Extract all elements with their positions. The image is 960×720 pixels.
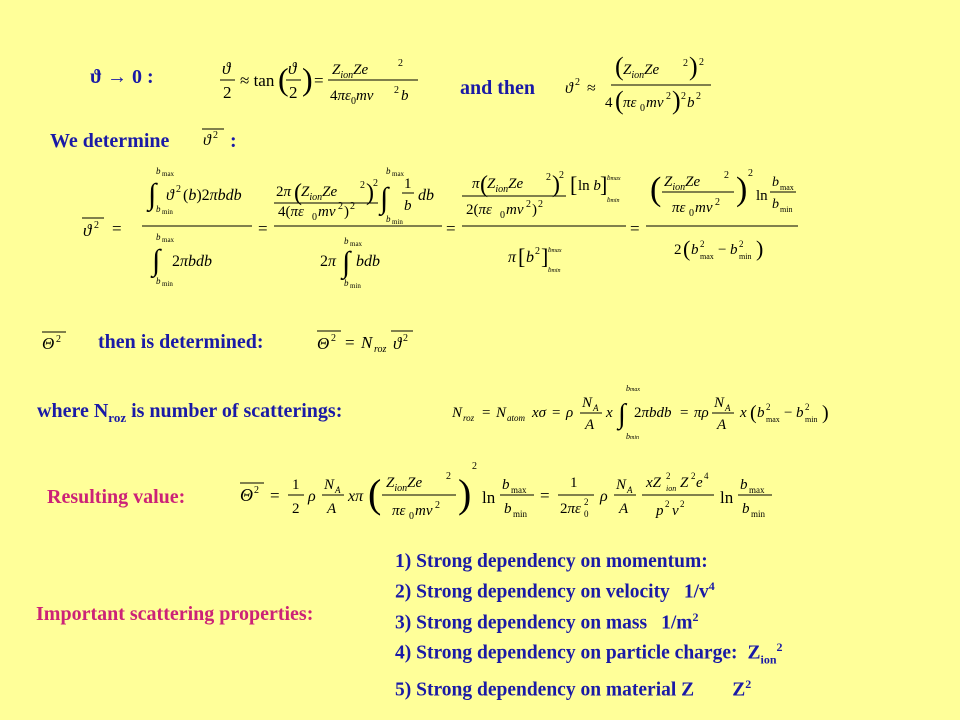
property-item-2	[395, 574, 783, 605]
svg-text:πε: πε	[392, 503, 406, 519]
svg-text:2: 2	[213, 130, 218, 141]
svg-text:e: e	[696, 475, 703, 491]
svg-text:2: 2	[559, 170, 564, 181]
svg-text:2: 2	[526, 199, 531, 210]
svg-text:2: 2	[472, 461, 477, 472]
svg-text:2: 2	[665, 499, 670, 509]
svg-text:2: 2	[681, 91, 686, 102]
svg-text:v: v	[672, 503, 679, 519]
svg-text:]: ]	[600, 172, 608, 197]
svg-text:2: 2	[373, 178, 378, 189]
property-value: 1/v	[683, 581, 709, 603]
determine-label: We determine	[50, 130, 170, 152]
svg-text:): )	[736, 171, 748, 208]
property-value: Z	[747, 642, 761, 664]
svg-text:2: 2	[575, 77, 580, 88]
svg-text:N: N	[324, 477, 335, 493]
svg-text:bmax: bmax	[548, 246, 562, 254]
svg-text:=: =	[112, 219, 122, 238]
svg-text:π: π	[472, 176, 480, 192]
small-angle-formula	[218, 52, 423, 110]
svg-text:2: 2	[699, 57, 704, 68]
svg-text:4(πε: 4(πε	[278, 204, 304, 220]
svg-text:(: (	[750, 402, 757, 424]
svg-text:A: A	[593, 403, 599, 413]
resulting-value-label: Resulting value:	[47, 486, 186, 508]
svg-text:2: 2	[403, 333, 408, 344]
svg-text:=: =	[446, 219, 456, 238]
svg-text:max: max	[162, 170, 175, 178]
svg-text:max: max	[162, 236, 175, 244]
svg-text:b: b	[386, 166, 391, 176]
svg-text:min: min	[805, 415, 818, 424]
mean-theta-squared-formula	[80, 160, 800, 295]
svg-text:[: [	[570, 172, 578, 197]
svg-text:b: b	[502, 477, 510, 493]
svg-text:Θ: Θ	[240, 485, 253, 505]
svg-text:mv: mv	[415, 503, 433, 519]
svg-text:2πbdb: 2πbdb	[634, 405, 672, 421]
svg-text:2: 2	[538, 199, 543, 210]
svg-text:(: (	[615, 55, 624, 81]
svg-text:): )	[552, 172, 560, 198]
property-text: 1) Strong dependency on momentum:	[395, 551, 708, 572]
svg-text:A: A	[585, 417, 595, 433]
svg-text:roz: roz	[463, 413, 475, 423]
determine-colon: :	[230, 130, 237, 152]
svg-text:2: 2	[176, 184, 181, 195]
svg-text:∫: ∫	[380, 182, 389, 215]
property-text: 2) Strong dependency on velocity	[395, 581, 670, 603]
svg-text:ln: ln	[756, 188, 768, 204]
nroz-pre: where N	[37, 400, 109, 422]
svg-text:ϑ: ϑ	[166, 187, 174, 204]
svg-text:=: =	[270, 486, 280, 505]
property-sup: 2	[745, 677, 752, 692]
svg-text:xZ: xZ	[646, 475, 661, 491]
svg-text:2: 2	[398, 58, 403, 69]
svg-text:−: −	[718, 242, 727, 258]
svg-text:2: 2	[680, 499, 685, 509]
property-sup: 2	[692, 609, 699, 624]
svg-text:A: A	[725, 403, 731, 413]
svg-text:(b)2πbdb: (b)2πbdb	[183, 187, 242, 204]
svg-text:2π: 2π	[320, 253, 337, 270]
svg-text:b: b	[344, 278, 349, 288]
svg-text:): )	[756, 236, 764, 261]
svg-text:b: b	[740, 477, 748, 493]
svg-text:db: db	[418, 187, 434, 204]
property-value: Z	[732, 679, 746, 701]
svg-text:0: 0	[409, 511, 414, 522]
svg-text:ln b: ln b	[578, 178, 601, 194]
svg-text:[: [	[518, 244, 526, 269]
nroz-label	[37, 400, 342, 426]
svg-text:2: 2	[223, 83, 232, 102]
property-item-4	[395, 635, 783, 672]
svg-text:min: min	[392, 218, 403, 226]
svg-text:2: 2	[696, 91, 701, 102]
property-text: 3) Strong dependency on mass	[395, 612, 648, 633]
svg-text:2: 2	[338, 201, 343, 212]
svg-text:∫: ∫	[148, 178, 157, 211]
svg-text:2: 2	[748, 168, 753, 179]
svg-text:πρ: πρ	[694, 405, 709, 421]
svg-text:): )	[302, 61, 313, 97]
svg-text:=: =	[345, 333, 355, 352]
property-value: 1/m	[661, 612, 693, 633]
svg-text:4: 4	[605, 95, 613, 111]
svg-text:π: π	[508, 249, 517, 266]
svg-text:2: 2	[724, 170, 729, 181]
svg-text:atom: atom	[507, 413, 525, 423]
svg-text:x: x	[740, 405, 747, 421]
svg-text:mv: mv	[695, 200, 713, 216]
svg-text:bmin: bmin	[548, 266, 561, 274]
svg-text:max: max	[749, 485, 765, 495]
svg-text:2: 2	[535, 246, 540, 257]
svg-text:max: max	[700, 252, 714, 261]
theta-mean-symbol	[200, 125, 228, 149]
svg-text:2πbdb: 2πbdb	[172, 253, 213, 270]
svg-text:4πε0mv: $4\pi\varepsilon_0mv$	[330, 88, 374, 107]
svg-text:max: max	[511, 485, 527, 495]
svg-text:ZionZe: $Z_{ion}Ze$	[623, 62, 660, 81]
svg-text:2: 2	[289, 83, 298, 102]
property-sup: 4	[708, 579, 715, 593]
svg-text:2: 2	[394, 85, 399, 96]
svg-text:2: 2	[254, 485, 259, 496]
svg-text:A: A	[627, 485, 633, 495]
svg-text:=: =	[552, 405, 561, 421]
svg-text:2: 2	[700, 239, 705, 249]
svg-text:min: min	[739, 252, 752, 261]
svg-text:b: b	[504, 501, 512, 517]
svg-text:N: N	[452, 405, 463, 421]
svg-text:Θ: Θ	[317, 334, 330, 353]
svg-text:max: max	[780, 183, 794, 192]
properties-list	[395, 549, 783, 703]
svg-text:b: b	[156, 204, 161, 214]
svg-text:πε: πε	[672, 200, 686, 216]
svg-text:A: A	[619, 501, 629, 517]
svg-text:b: b	[691, 242, 699, 258]
svg-text:2: 2	[666, 91, 671, 102]
svg-text:bmax: bmax	[607, 174, 621, 182]
svg-text:∫: ∫	[342, 246, 351, 279]
svg-text:πε: πε	[623, 95, 637, 111]
svg-text:p: p	[656, 503, 664, 519]
svg-text:(: (	[278, 61, 289, 97]
svg-text:mv: mv	[646, 95, 664, 111]
svg-text:ZionZe: $Z_{ion}Ze$	[487, 176, 524, 195]
svg-text:): )	[822, 402, 829, 424]
svg-text:b: b	[687, 95, 695, 111]
svg-text:roz: roz	[374, 344, 387, 355]
svg-text:bmin: bmin	[626, 432, 639, 441]
svg-text:−: −	[784, 405, 793, 421]
svg-text:2πε: 2πε	[560, 501, 581, 517]
svg-text:mv: mv	[506, 202, 524, 218]
property-text: 4) Strong dependency on particle charge:	[395, 642, 738, 664]
svg-text:1: 1	[570, 475, 578, 491]
svg-text:b: b	[401, 88, 409, 104]
svg-text:=: =	[630, 219, 640, 238]
svg-text:max: max	[392, 170, 405, 178]
svg-text:b: b	[344, 236, 349, 246]
svg-text:(: (	[615, 86, 624, 115]
property-item-3	[395, 605, 783, 636]
svg-text:2: 2	[739, 239, 744, 249]
big-theta-mean-symbol	[40, 328, 72, 354]
svg-text:ZionZe: $Z_{ion}Ze$	[386, 475, 423, 494]
svg-text:b: b	[156, 166, 161, 176]
properties-label: Important scattering properties:	[36, 603, 314, 625]
svg-text:(: (	[294, 180, 302, 206]
svg-text:N: N	[714, 395, 725, 411]
svg-text:ZionZe: $Z_{ion}Ze$	[664, 174, 701, 193]
svg-text:≈ tan: ≈ tan	[240, 71, 275, 90]
nroz-formula	[452, 383, 852, 443]
property-sup: 2	[776, 640, 783, 654]
svg-text:b: b	[526, 249, 534, 266]
svg-text:min: min	[751, 509, 766, 519]
svg-text:b: b	[796, 405, 804, 421]
svg-text:2: 2	[331, 333, 336, 344]
svg-text:): )	[672, 86, 681, 115]
svg-text:ρ: ρ	[308, 488, 316, 505]
svg-text:A: A	[335, 485, 341, 495]
theta-limit-label: ϑ → 0 :	[90, 66, 154, 88]
svg-text:A: A	[717, 417, 727, 433]
svg-text:2: 2	[674, 242, 682, 258]
svg-text:b: b	[742, 501, 750, 517]
svg-text:): )	[689, 55, 698, 81]
svg-text:N: N	[361, 333, 373, 352]
svg-text:): )	[344, 204, 349, 220]
svg-text:(: (	[650, 171, 662, 208]
svg-text:=: =	[540, 486, 550, 505]
svg-text:2: 2	[350, 201, 355, 212]
svg-text:Θ: Θ	[42, 334, 55, 353]
svg-text:ZionZe: $Z_{ion}Ze$	[301, 184, 338, 203]
svg-text:xσ: xσ	[532, 405, 547, 421]
and-then-label: and then	[460, 77, 536, 99]
svg-text:=: =	[314, 71, 324, 90]
svg-text:xπ: xπ	[348, 488, 364, 505]
svg-text:(: (	[683, 236, 691, 261]
svg-text:max: max	[766, 415, 780, 424]
svg-text:2: 2	[435, 500, 440, 511]
svg-text:min: min	[513, 509, 528, 519]
svg-text:ln: ln	[720, 488, 734, 507]
svg-text:2: 2	[546, 172, 551, 183]
svg-text:min: min	[162, 208, 173, 216]
svg-text:A: A	[327, 501, 337, 517]
svg-text:0: 0	[689, 208, 694, 219]
theta-nroz-formula	[315, 325, 425, 357]
svg-text:2: 2	[715, 197, 720, 208]
svg-text:ϑ: ϑ	[83, 221, 92, 240]
svg-text:Z: Z	[680, 475, 689, 491]
svg-text:2: 2	[805, 402, 810, 412]
svg-text:2: 2	[292, 501, 300, 517]
svg-text:1: 1	[292, 477, 300, 493]
svg-text:min: min	[350, 282, 361, 290]
svg-text:2: 2	[360, 180, 365, 191]
property-item-1	[395, 549, 783, 574]
svg-text:): )	[458, 471, 472, 516]
svg-text:0: 0	[312, 212, 317, 223]
svg-text:ϑ: ϑ	[203, 132, 211, 149]
svg-text:2: 2	[584, 497, 589, 507]
svg-text:ϑ: ϑ	[565, 80, 573, 97]
svg-text:≈: ≈	[587, 80, 596, 97]
svg-text:N: N	[496, 405, 507, 421]
svg-text:ϑ: ϑ	[393, 334, 402, 353]
then-determined-label: then is determined:	[98, 331, 264, 353]
resulting-formula	[236, 455, 816, 530]
nroz-post: is number of scatterings:	[126, 400, 343, 422]
svg-text:ρ: ρ	[566, 405, 574, 421]
svg-text:N: N	[582, 395, 593, 411]
svg-text:ϑ: ϑ	[288, 59, 297, 78]
svg-text:bmin: bmin	[607, 196, 620, 204]
svg-text:b: b	[386, 214, 391, 224]
svg-text:x: x	[606, 405, 613, 421]
svg-text:b: b	[730, 242, 738, 258]
svg-text:bdb: bdb	[356, 253, 380, 270]
svg-text:mv: mv	[318, 204, 336, 220]
svg-text:2: 2	[446, 471, 451, 482]
svg-text:): )	[366, 180, 374, 206]
svg-text:b: b	[757, 405, 765, 421]
svg-text:ion: ion	[666, 484, 677, 493]
svg-text:b: b	[156, 232, 161, 242]
svg-text:max: max	[350, 240, 363, 248]
svg-text:]: ]	[541, 244, 549, 269]
svg-text:b: b	[772, 197, 779, 212]
svg-text:b: b	[772, 175, 779, 190]
svg-text:ρ: ρ	[600, 488, 608, 505]
svg-text:=: =	[258, 219, 268, 238]
svg-text:): )	[532, 202, 537, 218]
svg-text:=: =	[482, 405, 491, 421]
svg-text:ZionZe: $Z_{ion}Ze$	[332, 62, 369, 81]
svg-text:2: 2	[683, 58, 688, 69]
nroz-sub: roz	[108, 410, 127, 425]
svg-text:b: b	[404, 198, 412, 214]
property-text: 5) Strong dependency on material Z	[395, 679, 695, 701]
svg-text:=: =	[680, 405, 689, 421]
property-item-5	[395, 672, 783, 703]
svg-text:N: N	[616, 477, 627, 493]
svg-text:0: 0	[584, 509, 589, 519]
svg-text:2: 2	[691, 471, 696, 481]
svg-text:b: b	[156, 276, 161, 286]
theta-squared-approx	[565, 55, 715, 117]
svg-text:ϑ: ϑ	[222, 59, 231, 78]
svg-text:(: (	[368, 471, 382, 516]
svg-text:ln: ln	[482, 488, 496, 507]
svg-text:2(πε: 2(πε	[466, 202, 492, 218]
svg-text:bmax: bmax	[626, 384, 640, 393]
svg-text:min: min	[780, 205, 793, 214]
property-sub: ion	[760, 652, 777, 667]
svg-text:0: 0	[500, 210, 505, 221]
svg-text:(: (	[480, 172, 488, 198]
svg-text:1: 1	[404, 176, 412, 192]
svg-text:2: 2	[94, 220, 99, 231]
svg-text:2: 2	[766, 402, 771, 412]
svg-text:2π: 2π	[276, 184, 292, 200]
svg-text:2: 2	[666, 471, 671, 481]
svg-text:4: 4	[704, 471, 709, 481]
svg-text:∫: ∫	[152, 244, 161, 277]
svg-text:0: 0	[640, 103, 645, 114]
svg-text:2: 2	[56, 334, 61, 345]
svg-text:∫: ∫	[618, 399, 626, 430]
svg-text:min: min	[162, 280, 173, 288]
